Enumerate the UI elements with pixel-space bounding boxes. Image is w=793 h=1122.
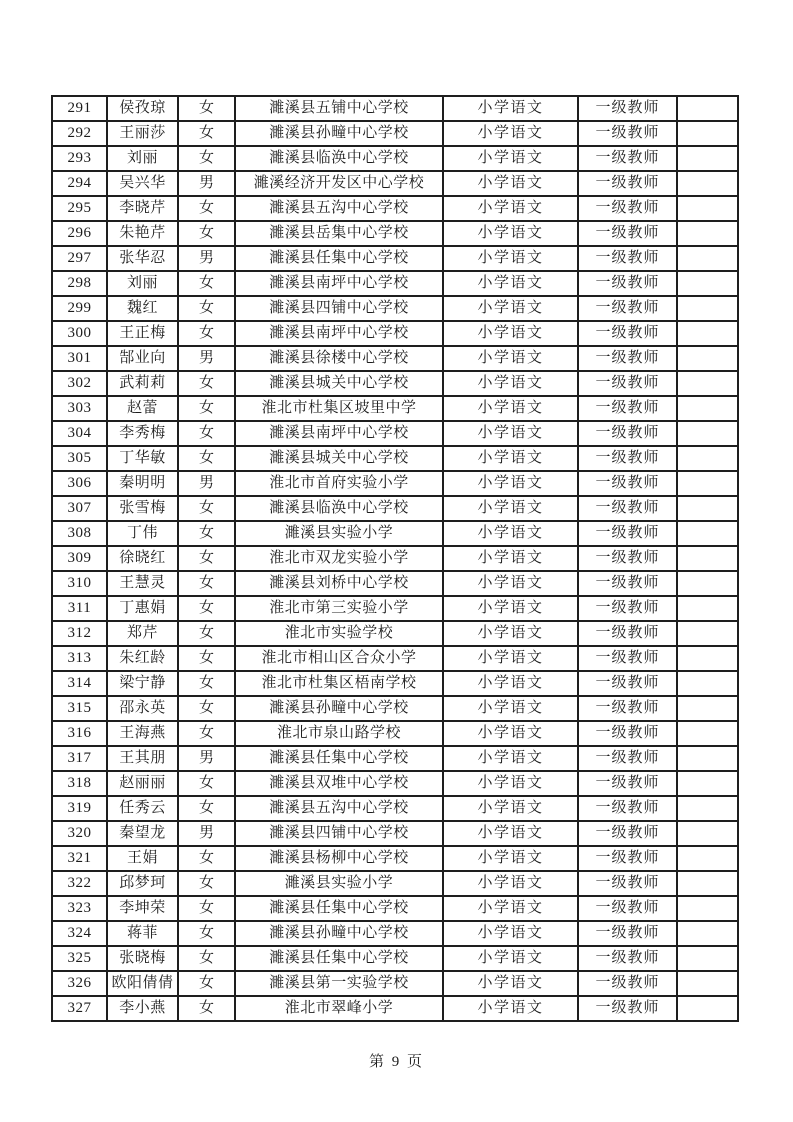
cell-gender: 男 (178, 821, 235, 846)
cell-no: 305 (52, 446, 107, 471)
cell-title: 一级教师 (578, 971, 677, 996)
table-row (52, 521, 738, 546)
cell-school: 淮北市双龙实验小学 (235, 546, 443, 571)
cell-remark (677, 896, 738, 921)
table-row (52, 171, 738, 196)
cell-name: 徐晓红 (107, 546, 178, 571)
teacher-table-body (52, 96, 738, 1021)
table-row (52, 196, 738, 221)
cell-gender: 女 (178, 446, 235, 471)
cell-gender: 女 (178, 96, 235, 121)
table-row (52, 571, 738, 596)
cell-name: 吴兴华 (107, 171, 178, 196)
cell-name: 赵丽丽 (107, 771, 178, 796)
cell-no: 297 (52, 246, 107, 271)
cell-gender: 男 (178, 246, 235, 271)
cell-subject: 小学语文 (443, 646, 578, 671)
cell-name: 梁宁静 (107, 671, 178, 696)
cell-title: 一级教师 (578, 921, 677, 946)
cell-subject: 小学语文 (443, 321, 578, 346)
cell-title: 一级教师 (578, 371, 677, 396)
table-row (52, 146, 738, 171)
cell-title: 一级教师 (578, 396, 677, 421)
cell-gender: 女 (178, 871, 235, 896)
cell-remark (677, 146, 738, 171)
cell-title: 一级教师 (578, 271, 677, 296)
table-row (52, 871, 738, 896)
cell-title: 一级教师 (578, 496, 677, 521)
cell-no: 301 (52, 346, 107, 371)
cell-subject: 小学语文 (443, 271, 578, 296)
cell-subject: 小学语文 (443, 571, 578, 596)
cell-subject: 小学语文 (443, 246, 578, 271)
cell-title: 一级教师 (578, 296, 677, 321)
table-row (52, 346, 738, 371)
cell-remark (677, 296, 738, 321)
cell-subject: 小学语文 (443, 171, 578, 196)
cell-subject: 小学语文 (443, 996, 578, 1021)
table-row (52, 696, 738, 721)
cell-name: 刘丽 (107, 271, 178, 296)
cell-gender: 女 (178, 296, 235, 321)
cell-remark (677, 121, 738, 146)
cell-no: 313 (52, 646, 107, 671)
cell-school: 淮北市翠峰小学 (235, 996, 443, 1021)
cell-gender: 女 (178, 221, 235, 246)
cell-name: 刘丽 (107, 146, 178, 171)
cell-no: 322 (52, 871, 107, 896)
cell-school: 濉溪县任集中心学校 (235, 746, 443, 771)
cell-gender: 女 (178, 946, 235, 971)
cell-title: 一级教师 (578, 871, 677, 896)
cell-school: 濉溪县临涣中心学校 (235, 146, 443, 171)
cell-remark (677, 546, 738, 571)
cell-gender: 女 (178, 771, 235, 796)
cell-gender: 女 (178, 321, 235, 346)
cell-subject: 小学语文 (443, 771, 578, 796)
cell-gender: 女 (178, 696, 235, 721)
cell-remark (677, 721, 738, 746)
cell-name: 张雪梅 (107, 496, 178, 521)
cell-name: 侯孜琼 (107, 96, 178, 121)
cell-remark (677, 221, 738, 246)
table-row (52, 821, 738, 846)
cell-gender: 男 (178, 346, 235, 371)
cell-remark (677, 421, 738, 446)
cell-title: 一级教师 (578, 671, 677, 696)
cell-school: 濉溪县临涣中心学校 (235, 496, 443, 521)
cell-gender: 女 (178, 146, 235, 171)
cell-name: 赵蕾 (107, 396, 178, 421)
cell-subject: 小学语文 (443, 121, 578, 146)
cell-remark (677, 246, 738, 271)
cell-title: 一级教师 (578, 171, 677, 196)
cell-subject: 小学语文 (443, 396, 578, 421)
cell-name: 魏红 (107, 296, 178, 321)
cell-subject: 小学语文 (443, 971, 578, 996)
cell-subject: 小学语文 (443, 846, 578, 871)
cell-no: 309 (52, 546, 107, 571)
cell-title: 一级教师 (578, 621, 677, 646)
cell-remark (677, 621, 738, 646)
cell-name: 李坤荣 (107, 896, 178, 921)
cell-school: 濉溪县四铺中心学校 (235, 296, 443, 321)
cell-title: 一级教师 (578, 421, 677, 446)
cell-no: 292 (52, 121, 107, 146)
cell-gender: 女 (178, 621, 235, 646)
cell-gender: 女 (178, 596, 235, 621)
cell-name: 张晓梅 (107, 946, 178, 971)
cell-title: 一级教师 (578, 446, 677, 471)
cell-gender: 女 (178, 546, 235, 571)
cell-gender: 女 (178, 996, 235, 1021)
cell-title: 一级教师 (578, 796, 677, 821)
cell-title: 一级教师 (578, 346, 677, 371)
cell-title: 一级教师 (578, 646, 677, 671)
cell-no: 310 (52, 571, 107, 596)
cell-name: 武莉莉 (107, 371, 178, 396)
cell-no: 293 (52, 146, 107, 171)
table-row (52, 471, 738, 496)
cell-no: 311 (52, 596, 107, 621)
table-row (52, 371, 738, 396)
table-row (52, 121, 738, 146)
cell-subject: 小学语文 (443, 546, 578, 571)
cell-name: 秦明明 (107, 471, 178, 496)
table-row (52, 246, 738, 271)
cell-name: 任秀云 (107, 796, 178, 821)
table-row (52, 846, 738, 871)
cell-title: 一级教师 (578, 821, 677, 846)
cell-remark (677, 946, 738, 971)
cell-name: 王娟 (107, 846, 178, 871)
cell-name: 张华忍 (107, 246, 178, 271)
cell-no: 317 (52, 746, 107, 771)
cell-school: 濉溪县徐楼中心学校 (235, 346, 443, 371)
cell-gender: 女 (178, 496, 235, 521)
cell-remark (677, 871, 738, 896)
cell-name: 朱艳芹 (107, 221, 178, 246)
cell-title: 一级教师 (578, 596, 677, 621)
cell-name: 李秀梅 (107, 421, 178, 446)
table-row (52, 921, 738, 946)
cell-name: 邵永英 (107, 696, 178, 721)
cell-no: 306 (52, 471, 107, 496)
cell-title: 一级教师 (578, 521, 677, 546)
cell-gender: 女 (178, 571, 235, 596)
cell-subject: 小学语文 (443, 296, 578, 321)
cell-gender: 女 (178, 846, 235, 871)
table-row (52, 396, 738, 421)
cell-subject: 小学语文 (443, 196, 578, 221)
table-row (52, 671, 738, 696)
cell-name: 王正梅 (107, 321, 178, 346)
cell-remark (677, 321, 738, 346)
cell-name: 欧阳倩倩 (107, 971, 178, 996)
cell-school: 濉溪县五沟中心学校 (235, 196, 443, 221)
cell-gender: 女 (178, 271, 235, 296)
cell-no: 314 (52, 671, 107, 696)
cell-remark (677, 171, 738, 196)
cell-title: 一级教师 (578, 146, 677, 171)
table-row (52, 96, 738, 121)
cell-title: 一级教师 (578, 996, 677, 1021)
cell-school: 濉溪经济开发区中心学校 (235, 171, 443, 196)
table-row (52, 771, 738, 796)
cell-title: 一级教师 (578, 896, 677, 921)
cell-subject: 小学语文 (443, 821, 578, 846)
cell-subject: 小学语文 (443, 96, 578, 121)
cell-no: 316 (52, 721, 107, 746)
cell-gender: 女 (178, 921, 235, 946)
cell-no: 326 (52, 971, 107, 996)
cell-school: 濉溪县五沟中心学校 (235, 796, 443, 821)
table-row (52, 296, 738, 321)
cell-subject: 小学语文 (443, 496, 578, 521)
cell-school: 濉溪县孙疃中心学校 (235, 696, 443, 721)
cell-no: 319 (52, 796, 107, 821)
table-row (52, 721, 738, 746)
cell-subject: 小学语文 (443, 696, 578, 721)
cell-gender: 女 (178, 646, 235, 671)
cell-name: 李晓芹 (107, 196, 178, 221)
table-row (52, 621, 738, 646)
cell-no: 298 (52, 271, 107, 296)
cell-name: 丁惠娟 (107, 596, 178, 621)
cell-school: 濉溪县城关中心学校 (235, 371, 443, 396)
cell-no: 304 (52, 421, 107, 446)
cell-no: 299 (52, 296, 107, 321)
cell-no: 308 (52, 521, 107, 546)
cell-school: 淮北市第三实验小学 (235, 596, 443, 621)
cell-school: 濉溪县南坪中心学校 (235, 321, 443, 346)
table-row (52, 271, 738, 296)
cell-school: 濉溪县实验小学 (235, 871, 443, 896)
cell-remark (677, 821, 738, 846)
cell-subject: 小学语文 (443, 871, 578, 896)
cell-no: 291 (52, 96, 107, 121)
cell-gender: 女 (178, 721, 235, 746)
cell-subject: 小学语文 (443, 521, 578, 546)
cell-remark (677, 446, 738, 471)
cell-gender: 女 (178, 396, 235, 421)
cell-title: 一级教师 (578, 546, 677, 571)
cell-title: 一级教师 (578, 96, 677, 121)
cell-no: 318 (52, 771, 107, 796)
cell-remark (677, 271, 738, 296)
table-row (52, 446, 738, 471)
cell-gender: 女 (178, 196, 235, 221)
cell-subject: 小学语文 (443, 446, 578, 471)
cell-subject: 小学语文 (443, 621, 578, 646)
cell-subject: 小学语文 (443, 471, 578, 496)
cell-school: 濉溪县任集中心学校 (235, 246, 443, 271)
cell-remark (677, 671, 738, 696)
cell-remark (677, 996, 738, 1021)
cell-subject: 小学语文 (443, 746, 578, 771)
cell-no: 295 (52, 196, 107, 221)
cell-no: 307 (52, 496, 107, 521)
cell-title: 一级教师 (578, 771, 677, 796)
table-row (52, 946, 738, 971)
cell-school: 淮北市杜集区坡里中学 (235, 396, 443, 421)
cell-gender: 男 (178, 471, 235, 496)
cell-subject: 小学语文 (443, 946, 578, 971)
cell-gender: 女 (178, 671, 235, 696)
cell-subject: 小学语文 (443, 596, 578, 621)
cell-remark (677, 971, 738, 996)
cell-school: 淮北市实验学校 (235, 621, 443, 646)
cell-title: 一级教师 (578, 721, 677, 746)
cell-school: 濉溪县杨柳中心学校 (235, 846, 443, 871)
cell-gender: 男 (178, 171, 235, 196)
table-row (52, 971, 738, 996)
cell-name: 丁华敏 (107, 446, 178, 471)
cell-gender: 女 (178, 371, 235, 396)
table-row (52, 996, 738, 1021)
table-row (52, 596, 738, 621)
cell-subject: 小学语文 (443, 921, 578, 946)
cell-title: 一级教师 (578, 746, 677, 771)
cell-no: 300 (52, 321, 107, 346)
cell-school: 濉溪县四铺中心学校 (235, 821, 443, 846)
cell-school: 淮北市杜集区梧南学校 (235, 671, 443, 696)
cell-subject: 小学语文 (443, 371, 578, 396)
cell-no: 302 (52, 371, 107, 396)
cell-no: 327 (52, 996, 107, 1021)
cell-name: 秦望龙 (107, 821, 178, 846)
cell-name: 王慧灵 (107, 571, 178, 596)
cell-school: 濉溪县孙疃中心学校 (235, 921, 443, 946)
cell-name: 郜业向 (107, 346, 178, 371)
cell-remark (677, 346, 738, 371)
cell-name: 王其朋 (107, 746, 178, 771)
cell-remark (677, 746, 738, 771)
cell-title: 一级教师 (578, 846, 677, 871)
cell-remark (677, 646, 738, 671)
cell-remark (677, 96, 738, 121)
table-row (52, 796, 738, 821)
cell-subject: 小学语文 (443, 671, 578, 696)
cell-school: 濉溪县刘桥中心学校 (235, 571, 443, 596)
cell-school: 濉溪县任集中心学校 (235, 896, 443, 921)
table-row (52, 896, 738, 921)
cell-gender: 女 (178, 121, 235, 146)
cell-subject: 小学语文 (443, 796, 578, 821)
table-row (52, 496, 738, 521)
cell-school: 濉溪县岳集中心学校 (235, 221, 443, 246)
cell-subject: 小学语文 (443, 146, 578, 171)
cell-subject: 小学语文 (443, 421, 578, 446)
cell-school: 濉溪县双堆中心学校 (235, 771, 443, 796)
cell-gender: 女 (178, 521, 235, 546)
cell-remark (677, 596, 738, 621)
cell-remark (677, 521, 738, 546)
cell-no: 303 (52, 396, 107, 421)
cell-subject: 小学语文 (443, 346, 578, 371)
cell-remark (677, 771, 738, 796)
cell-name: 李小燕 (107, 996, 178, 1021)
cell-no: 320 (52, 821, 107, 846)
cell-title: 一级教师 (578, 196, 677, 221)
cell-school: 濉溪县任集中心学校 (235, 946, 443, 971)
cell-title: 一级教师 (578, 571, 677, 596)
cell-remark (677, 571, 738, 596)
cell-school: 濉溪县南坪中心学校 (235, 271, 443, 296)
cell-title: 一级教师 (578, 696, 677, 721)
cell-school: 濉溪县孙疃中心学校 (235, 121, 443, 146)
cell-title: 一级教师 (578, 121, 677, 146)
cell-title: 一级教师 (578, 221, 677, 246)
cell-remark (677, 196, 738, 221)
cell-no: 324 (52, 921, 107, 946)
cell-no: 325 (52, 946, 107, 971)
cell-no: 323 (52, 896, 107, 921)
cell-name: 丁伟 (107, 521, 178, 546)
cell-name: 王海燕 (107, 721, 178, 746)
cell-remark (677, 371, 738, 396)
table-row (52, 221, 738, 246)
cell-name: 蒋菲 (107, 921, 178, 946)
cell-school: 濉溪县城关中心学校 (235, 446, 443, 471)
cell-name: 郑芹 (107, 621, 178, 646)
cell-name: 王丽莎 (107, 121, 178, 146)
table-row (52, 646, 738, 671)
table-row (52, 546, 738, 571)
cell-name: 邱梦珂 (107, 871, 178, 896)
cell-school: 濉溪县实验小学 (235, 521, 443, 546)
cell-no: 321 (52, 846, 107, 871)
cell-title: 一级教师 (578, 471, 677, 496)
cell-gender: 女 (178, 796, 235, 821)
cell-no: 296 (52, 221, 107, 246)
cell-title: 一级教师 (578, 946, 677, 971)
cell-title: 一级教师 (578, 246, 677, 271)
cell-subject: 小学语文 (443, 221, 578, 246)
cell-remark (677, 846, 738, 871)
cell-remark (677, 471, 738, 496)
cell-gender: 女 (178, 971, 235, 996)
cell-title: 一级教师 (578, 321, 677, 346)
cell-remark (677, 796, 738, 821)
cell-school: 淮北市首府实验小学 (235, 471, 443, 496)
cell-no: 315 (52, 696, 107, 721)
cell-school: 淮北市泉山路学校 (235, 721, 443, 746)
page-number: 第 9 页 (368, 1054, 424, 1070)
cell-gender: 男 (178, 746, 235, 771)
cell-subject: 小学语文 (443, 896, 578, 921)
teacher-roster-table (51, 95, 739, 1022)
cell-remark (677, 496, 738, 521)
cell-remark (677, 696, 738, 721)
cell-school: 濉溪县第一实验学校 (235, 971, 443, 996)
table-row (52, 321, 738, 346)
table-row (52, 421, 738, 446)
cell-subject: 小学语文 (443, 721, 578, 746)
cell-school: 濉溪县五铺中心学校 (235, 96, 443, 121)
cell-gender: 女 (178, 896, 235, 921)
cell-remark (677, 396, 738, 421)
cell-no: 312 (52, 621, 107, 646)
table-row (52, 746, 738, 771)
cell-no: 294 (52, 171, 107, 196)
cell-school: 淮北市相山区合众小学 (235, 646, 443, 671)
cell-gender: 女 (178, 421, 235, 446)
cell-name: 朱红龄 (107, 646, 178, 671)
cell-remark (677, 921, 738, 946)
cell-school: 濉溪县南坪中心学校 (235, 421, 443, 446)
